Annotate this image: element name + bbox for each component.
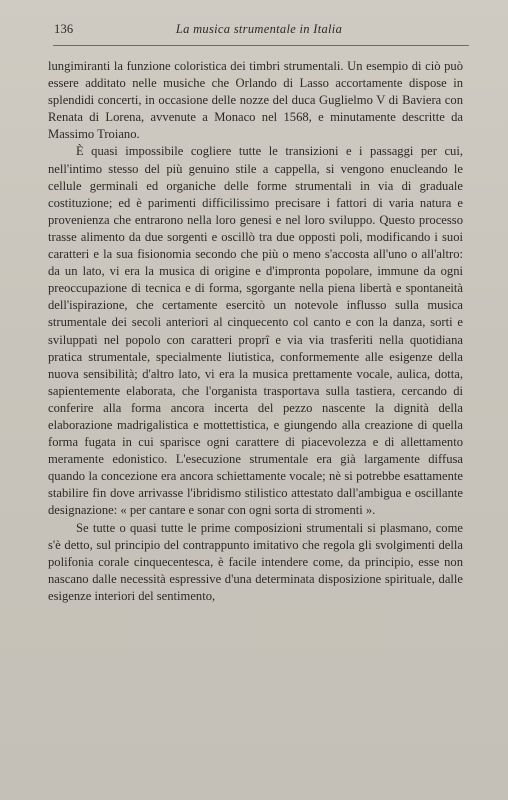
running-head (46, 22, 472, 44)
body-text (48, 58, 463, 605)
page-number: 136 (54, 22, 74, 36)
running-title: La musica strumentale in Italia (175, 22, 343, 36)
paragraph-continuation: lungimiranti la funzione coloristica dei timbri strumentali. Un esempio di ciò può essere additato nelle musiche che Orlando di Lasso accortamente dispose in splendidi concerti, in occasione delle nozze del duca Guglielmo V di Baviera con Renata di Lorena, avvenute a Monaco nel 1568, e minutamente descritte da Massimo Troiano. (48, 59, 463, 142)
header-rule (53, 45, 469, 46)
paragraph: È quasi impossibile cogliere tutte le transizioni e i passaggi per cui, nell'intimo stesso del più genuino stile a cappella, si vengono enucleando le cellule germinali ed organiche delle forme strumentali in via di graduale costituzione; ed è parimenti difficilissimo precisare i fattori di varia natura e provenienza che entrarono nella loro genesi e nel loro sviluppo. Questo processo trasse alimento da due sorgenti e oscillò tra due opposti poli, modificando i suoi caratteri e la sua fisionomia secondo che più o meno s'accosta all'uno o all'altro: da un lato, vi era la musica di origine e d'impronta popolare, immune da ogni preoccupazione di tecnica e di forma, sgorgante nella piena libertà e spontaneità dell'ispirazione, che certamente esercitò un notevole influsso sulla musica strumentale dei secoli anteriori al cinquecento col canto e con la danza, sorti e sviluppati nel popolo con caratteri proprî e via via trasferiti nella quotidiana pratica strumentale, specialmente liutistica, conformemente alle esigenze della nuova sensibilità; d'altro lato, vi era la musica prettamente vocale, aulica, dotta, sapientemente elaborata, che l'organista trasportava sulla tastiera, cercando di conferire alla forma ancora incerta del pezzo nascente la dignità della elaborazione madrigalistica e mottettistica, e giungendo alla creazione di quella forma fugata in cui sparisce ogni carattere di piacevolezza e di allettamento meramente edonistico. L'esecuzione strumentale era già largamente diffusa quando la concezione era ancora schiettamente vocale; nè si potrebbe esattamente stabilire fin dove arrivasse l'ibridismo stilistico attestato dall'ambigua e oscillante designazione: « per cantare e sonar con ogni sorta di stromenti ». (48, 144, 463, 518)
paragraph: Se tutte o quasi tutte le prime composizioni strumentali si plasmano, come s'è detto, sul principio del contrappunto imitativo che regola gli svolgimenti della polifonia corale cinquecentesca, è facile intendere come, da principio, esse non nascano dalle necessità espressive d'una determinata disposizione spirituale, dalle esigenze interiori del sentimento, (48, 520, 463, 603)
